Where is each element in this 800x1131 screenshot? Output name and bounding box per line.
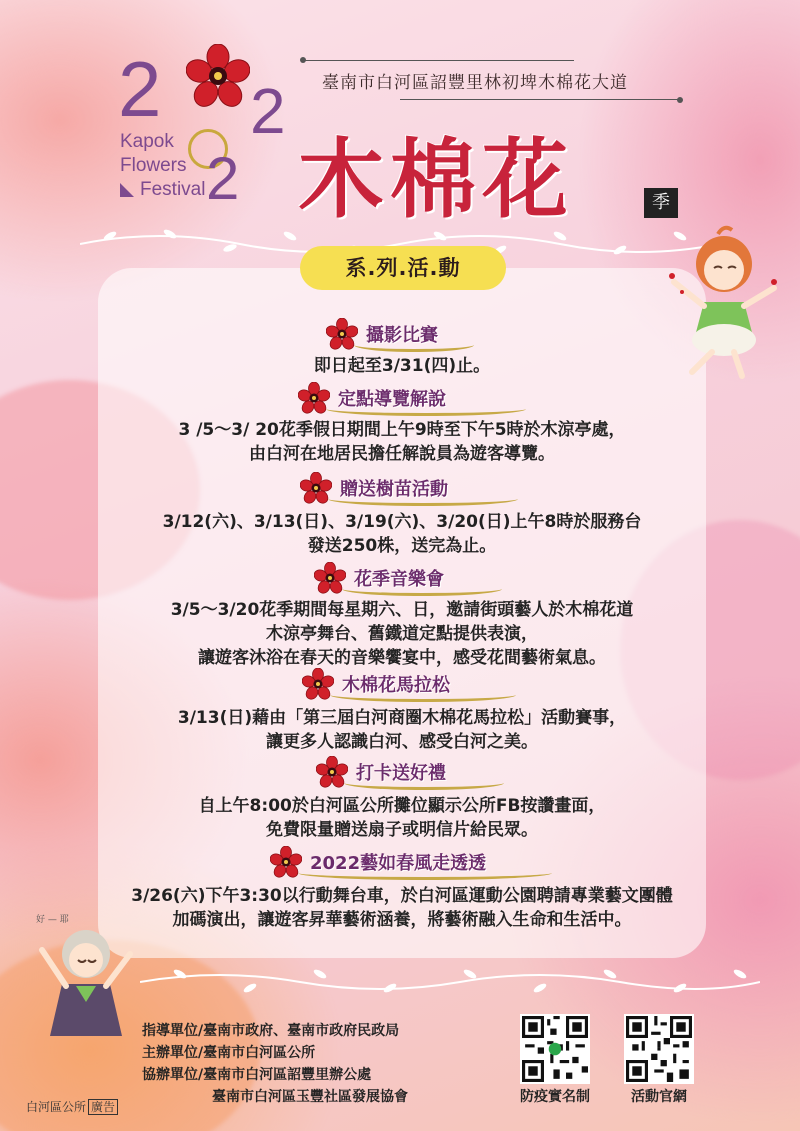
section-heading — [326, 318, 496, 352]
divider-dot — [300, 57, 306, 63]
section-heading — [300, 472, 540, 506]
section-heading — [314, 562, 524, 596]
section-body-line: 3/12(六)、3/13(日)、3/19(六)、3/20(日)上午8時於服務台 — [162, 512, 642, 532]
advertiser-org: 白河區公所 — [26, 1100, 87, 1114]
section-body — [100, 510, 704, 558]
section-title: 木棉花馬拉松 — [342, 675, 450, 696]
credit-line: 主辦單位/臺南市白河區公所 — [142, 1045, 316, 1061]
logo-digit: 2 — [118, 45, 162, 133]
credit-line: 協辦單位/臺南市白河區詔豐里辦公處 — [142, 1067, 372, 1083]
section-body — [100, 418, 704, 466]
section-title: 攝影比賽 — [366, 325, 438, 346]
credit-line: 指導單位/臺南市政府、臺南市政府民政局 — [142, 1023, 400, 1039]
divider-dot — [677, 97, 683, 103]
section-body-line: 3/13(日)藉由「第三屆白河商圈木棉花馬拉松」活動賽事， — [177, 708, 627, 728]
triangle-marker-icon — [120, 183, 134, 197]
section-body-line: 免費限量贈送扇子或明信片給民眾。 — [266, 820, 538, 840]
logo-digit: 2 — [206, 145, 240, 212]
qr-code-checkin[interactable] — [520, 1014, 590, 1084]
logo-word — [120, 178, 205, 202]
qr-label: 活動官網 — [631, 1089, 687, 1105]
section-body — [100, 706, 704, 754]
ad-tag: 廣告 — [88, 1099, 118, 1115]
section-body — [100, 598, 704, 670]
section-body — [100, 884, 704, 932]
logo-word-festival: Festival — [140, 179, 206, 200]
divider — [400, 99, 680, 100]
festival-logo — [108, 34, 308, 214]
section-heading — [298, 382, 548, 416]
kapok-flower-icon — [270, 846, 302, 878]
logo-wordmark — [120, 130, 205, 202]
section-body-line: 木涼亭舞台、舊鐵道定點提供表演， — [266, 624, 538, 644]
section-heading — [270, 846, 574, 880]
section-body-line: 3 /5～3/ 20花季假日期間上午9時至下午5時於木涼亭處， — [178, 420, 626, 440]
section-body-line: 讓遊客沐浴在春天的音樂饗宴中，感受花間藝術氣息。 — [198, 648, 606, 668]
organizer-credits — [142, 1020, 408, 1108]
section-body-line: 即日起至3/31(四)止。 — [313, 356, 491, 376]
season-badge: 季 — [644, 188, 678, 218]
advertiser-label — [26, 1098, 118, 1115]
credit-line: 臺南市白河區玉豐社區發展協會 — [212, 1089, 408, 1105]
qr-label: 防疫實名制 — [520, 1089, 590, 1105]
section-body-line: 自上午8:00於白河區公所攤位顯示公所FB按讚畫面， — [198, 796, 606, 816]
section-body-line: 由白河在地居民擔任解說員為遊客導覽。 — [249, 444, 555, 464]
section-body — [100, 354, 704, 378]
kapok-flower-icon — [298, 382, 330, 414]
section-body — [100, 794, 704, 842]
logo-word: Kapok — [120, 131, 174, 152]
section-title: 打卡送好禮 — [356, 763, 446, 784]
venue-text: 臺南市白河區詔豐里林初埤木棉花大道 — [322, 73, 628, 93]
grandma-illustration — [26, 910, 146, 1040]
vine-decoration — [140, 962, 760, 1002]
section-body-line: 加碼演出，讓遊客昇華藝術涵養，將藝術融入生命和生活中。 — [172, 910, 632, 930]
page-title: 木棉花 — [298, 129, 574, 230]
section-heading — [316, 756, 526, 790]
section-body-line: 發送250株，送完為止。 — [307, 536, 497, 556]
qr-code-website[interactable] — [624, 1014, 694, 1084]
logo-digit: 2 — [250, 75, 286, 147]
section-heading — [302, 668, 538, 702]
venue-banner — [300, 60, 680, 100]
section-body-line: 讓更多人認識白河、感受白河之美。 — [266, 732, 538, 752]
series-heading: 系.列.活.動 — [300, 246, 506, 290]
section-title: 贈送樹苗活動 — [340, 479, 448, 500]
kapok-flower-icon — [316, 756, 348, 788]
divider — [304, 60, 574, 61]
section-title: 2022藝如春風走透透 — [310, 853, 487, 874]
section-body-line: 3/5～3/20花季期間每星期六、日，邀請街頭藝人於木棉花道 — [170, 600, 634, 620]
kapok-flower-icon — [186, 44, 250, 108]
section-title: 定點導覽解說 — [338, 389, 446, 410]
section-title: 花季音樂會 — [354, 569, 444, 590]
kapok-flower-icon — [300, 472, 332, 504]
kapok-flower-icon — [314, 562, 346, 594]
section-body-line: 3/26(六)下午3:30以行動舞台車，於白河區運動公園聘請專業藝文團體 — [131, 886, 673, 906]
grandma-caption: 好 — 耶 — [36, 915, 69, 925]
kapok-flower-icon — [302, 668, 334, 700]
logo-word: Flowers — [120, 155, 187, 176]
kapok-flower-icon — [326, 318, 358, 350]
